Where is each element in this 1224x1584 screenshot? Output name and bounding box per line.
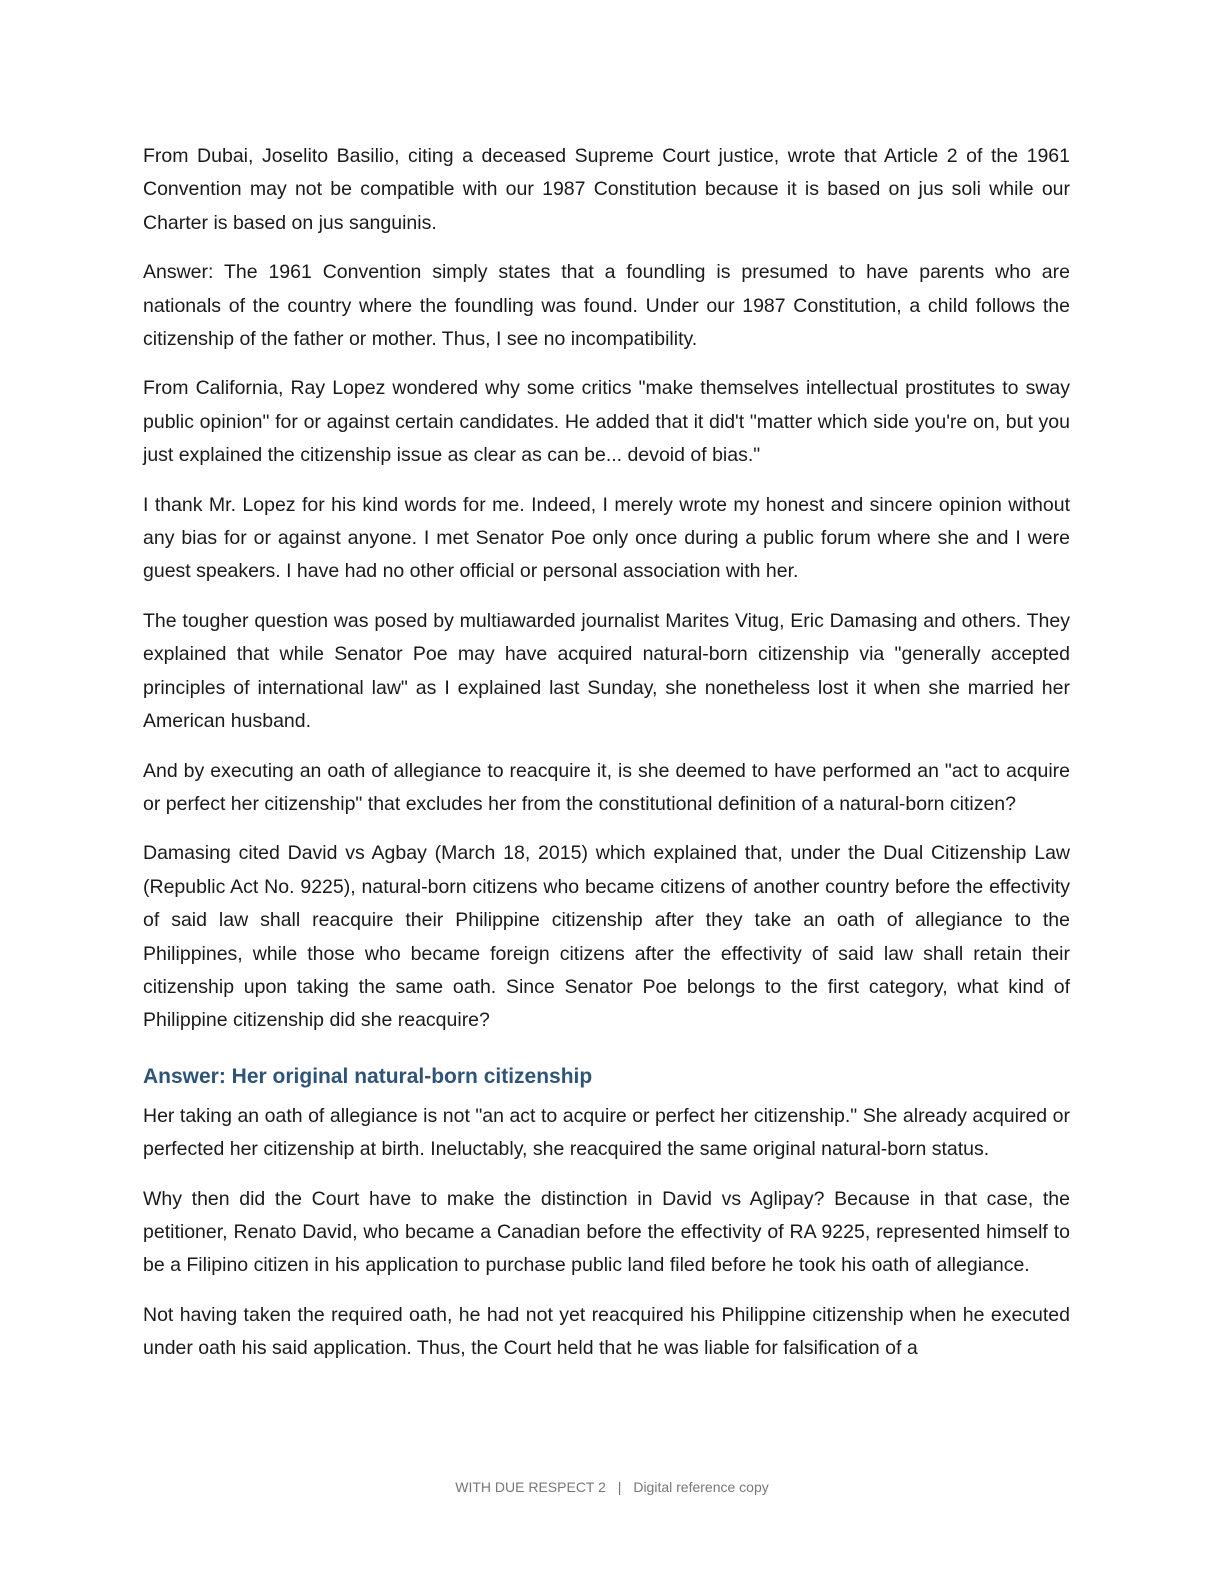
paragraph: From California, Ray Lopez wondered why some critics "make themselves intellectual prostitutes to sway public opinion" for or against certain candidates. He added that it did't "matter which side you're on, but you just explained the citizenship issue as clear as can be... devoid of bias." <box>143 377 1070 467</box>
paragraph: Not having taken the required oath, he had not yet reacquired his Philippine citizenship when he executed under oath his said application. Thus, the Court held that he was liable for falsification of a <box>143 1303 1070 1360</box>
paragraph: I thank Mr. Lopez for his kind words for me. Indeed, I merely wrote my honest and sincere opinion without any bias for or against anyone. I met Senator Poe only once during a public forum where she and I were guest speakers. I have had no other official or personal association with her. <box>143 493 1070 583</box>
paragraph: And by executing an oath of allegiance to reacquire it, is she deemed to have performed an "act to acquire or perfect her citizenship" that excludes her from the constitutional definition of a natural-born citizen? <box>143 759 1070 815</box>
document-body <box>143 140 1070 1382</box>
section-heading: Answer: Her original natural-born citizenship <box>143 1064 593 1088</box>
footer-note: Digital reference copy <box>633 1479 769 1495</box>
paragraph: Answer: The 1961 Convention simply states that a foundling is presumed to have parents who are nationals of the country where the foundling was found. Under our 1987 Constitution, a child follows the citizenship of the father or mother. Thus, I see no incompatibility. <box>143 261 1070 351</box>
footer-title: WITH DUE RESPECT 2 <box>455 1479 606 1495</box>
footer-separator: | <box>617 1479 622 1495</box>
paragraph: Damasing cited David vs Agbay (March 18, 2015) which explained that, under the Dual Citizenship Law (Republic Act No. 9225), natural-born citizens who became citizens of another country before the effectivity of said law shall reacquire their Philippine citizenship after they take an oath of allegiance to the Philippines, while those who became foreign citizens after the effectivity of said law shall retain their citizenship upon taking the same oath. Since Senator Poe belongs to the first category, what kind of Philippine citizenship did she reacquire? <box>143 842 1070 1032</box>
page-footer <box>0 1479 1224 1495</box>
paragraph: Her taking an oath of allegiance is not "an act to acquire or perfect her citizenship." She already acquired or perfected her citizenship at birth. Ineluctably, she reacquired the same original natural-born status. <box>143 1104 1070 1161</box>
paragraph: From Dubai, Joselito Basilio, citing a deceased Supreme Court justice, wrote that Article 2 of the 1961 Convention may not be compatible with our 1987 Constitution because it is based on jus soli while our Charter is based on jus sanguinis. <box>143 145 1070 234</box>
paragraph: The tougher question was posed by multiawarded journalist Marites Vitug, Eric Damasing and others. They explained that while Senator Poe may have acquired natural-born citizenship via "generally accepted principles of international law" as I explained last Sunday, she nonetheless lost it when she married her American husband. <box>143 609 1070 733</box>
paragraph: Why then did the Court have to make the distinction in David vs Aglipay? Because in that case, the petitioner, Renato David, who became a Canadian before the effectivity of RA 9225, represented himself to be a Filipino citizen in his application to purchase public land filed before he took his oath of allegiance. <box>143 1187 1070 1277</box>
